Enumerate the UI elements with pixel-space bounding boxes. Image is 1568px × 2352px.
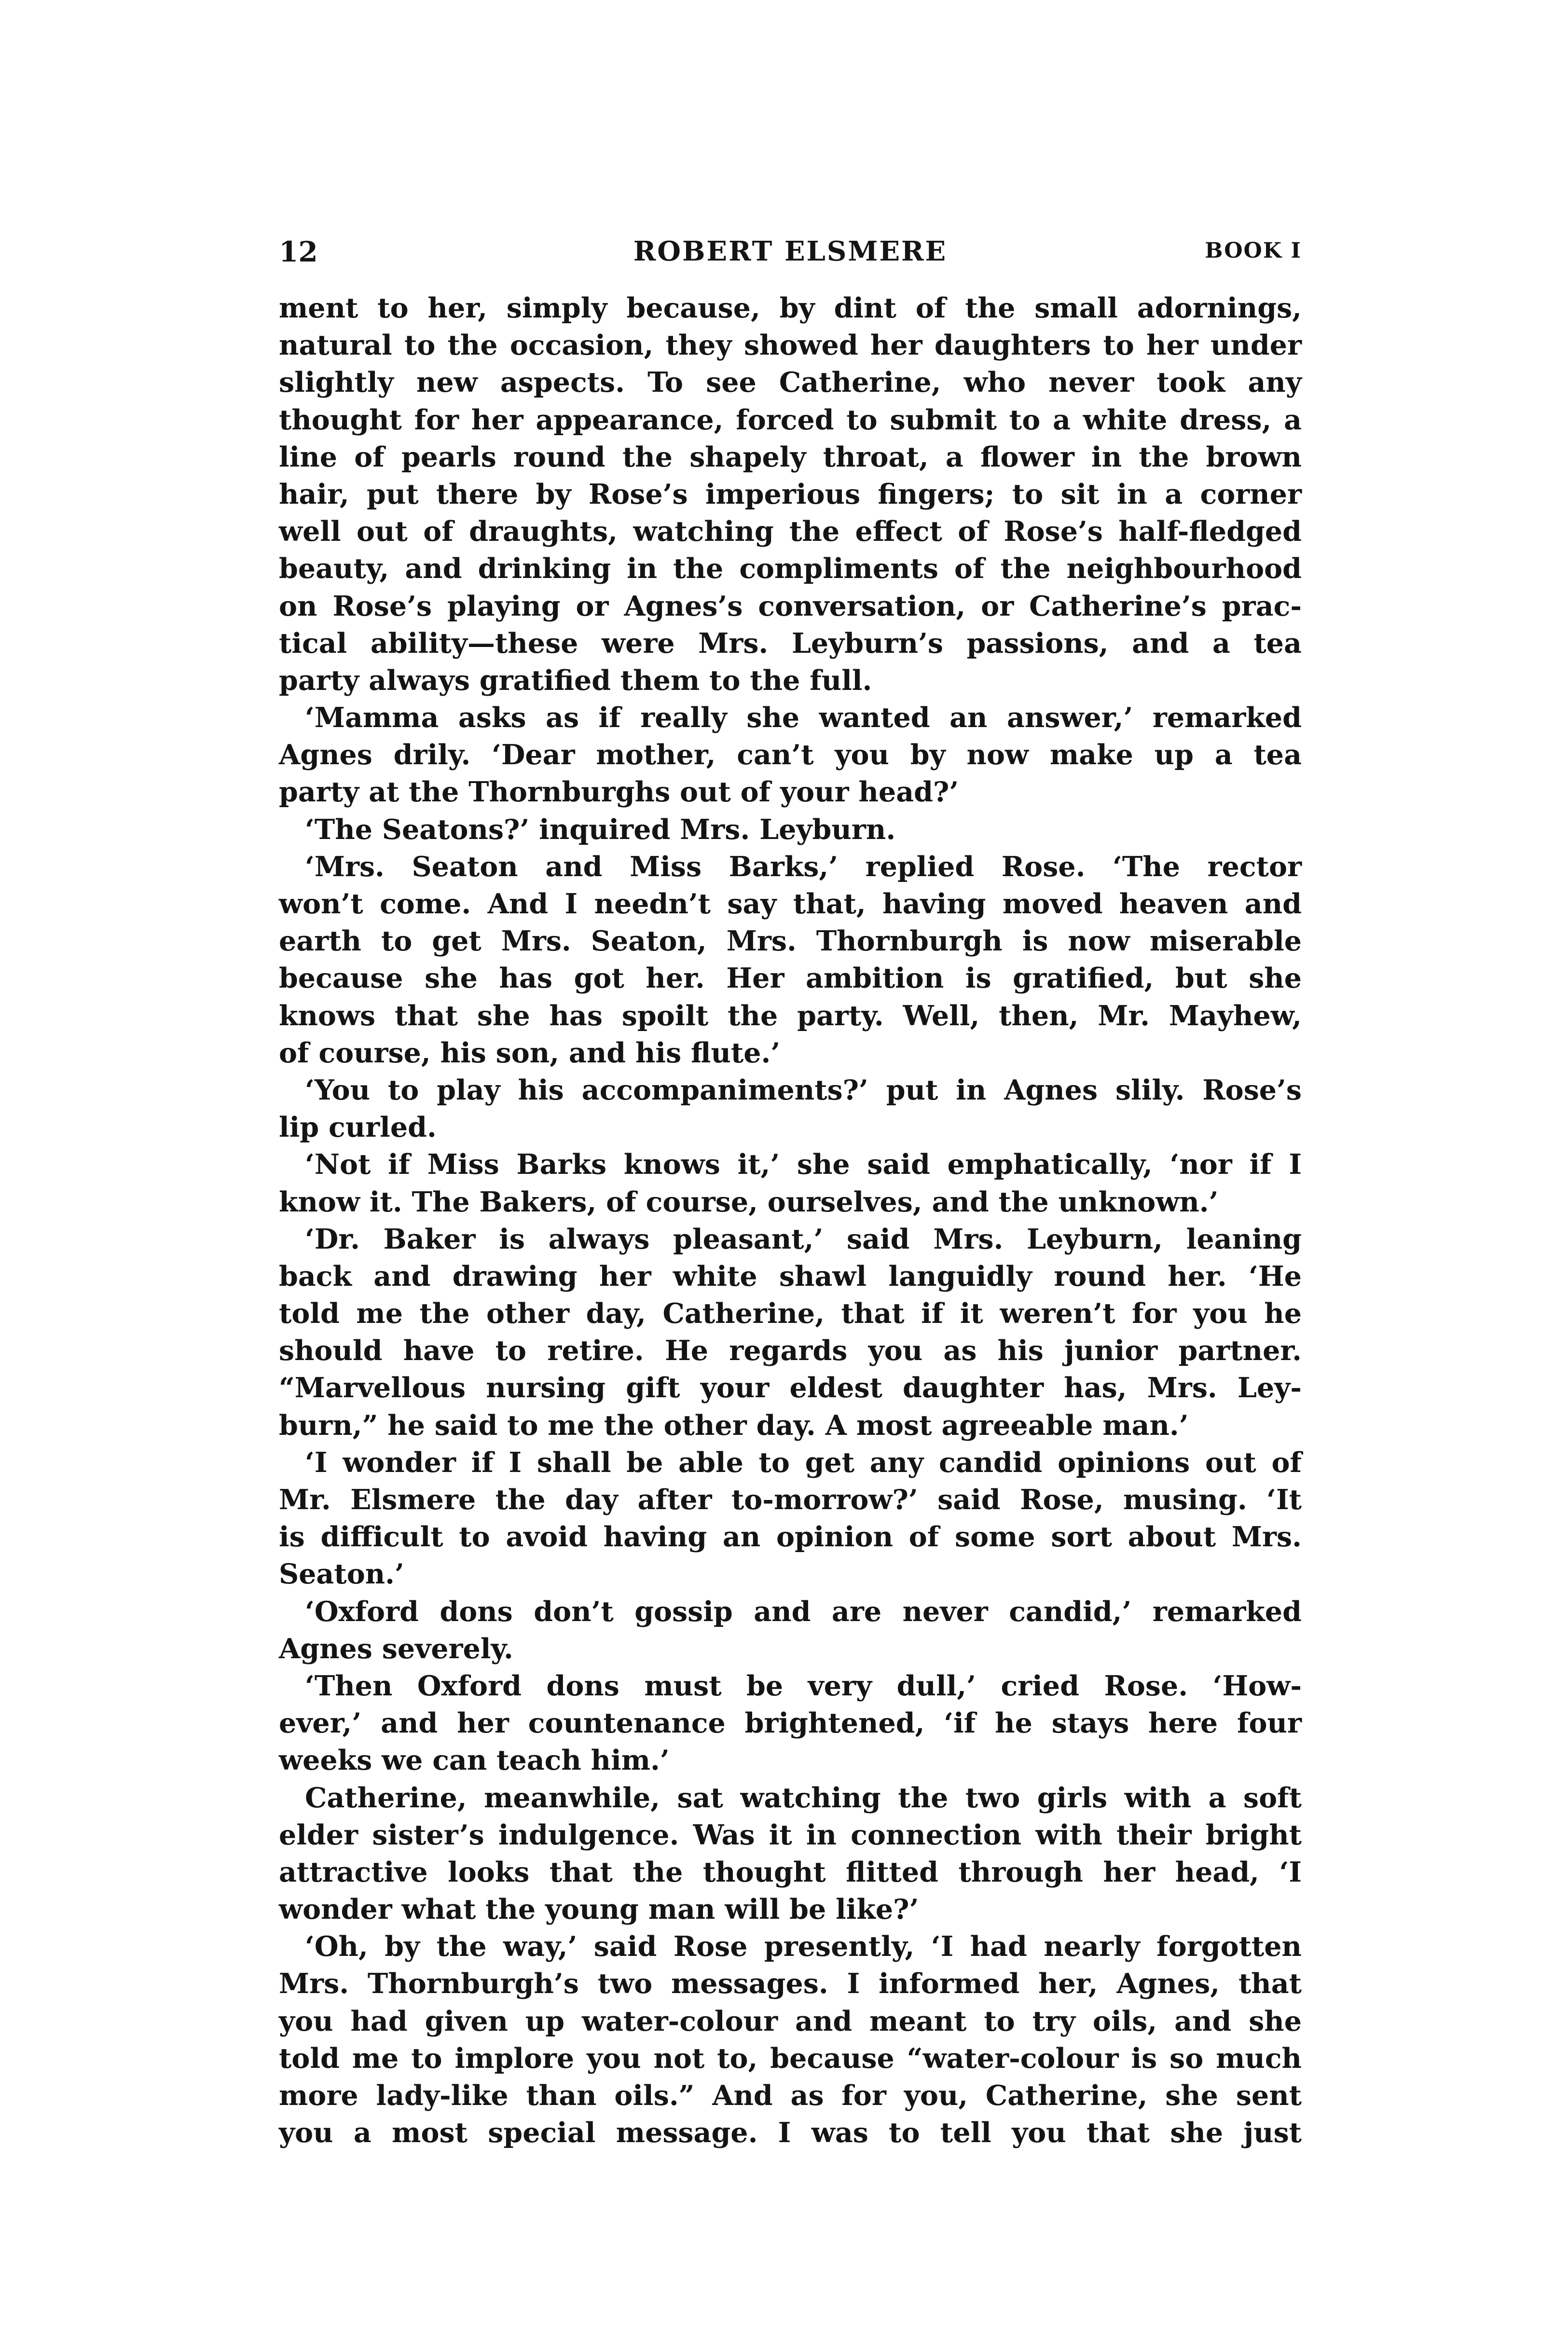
body-text — [279, 289, 1302, 2151]
text-line: ‘Mrs. Seaton and Miss Barks,’ replied Rose. ‘The rector — [305, 850, 1302, 883]
text-line: on Rose’s playing or Agnes’s conversation, or Catherine’s prac- — [279, 590, 1302, 622]
text-line: ‘I wonder if I shall be able to get any candid opinions out of — [305, 1446, 1302, 1479]
text-line: Mrs. Thornburgh’s two messages. I informed her, Agnes, that — [279, 1967, 1302, 2000]
text-line: more lady-like than oils.” And as for you, Catherine, she sent — [279, 2079, 1302, 2112]
text-line: natural to the occasion, they showed her daughters to her under — [279, 329, 1302, 362]
text-line: party always gratified them to the full. — [279, 664, 872, 697]
text-line: earth to get Mrs. Seaton, Mrs. Thornburgh is now miserable — [279, 925, 1302, 958]
text-line: burn,” he said to me the other day. A most agreeable man.’ — [279, 1409, 1189, 1442]
text-line: well out of draughts, watching the effect of Rose’s half-fledged — [279, 515, 1302, 548]
book-number: BOOK I — [1205, 238, 1302, 263]
text-line: ‘Not if Miss Barks knows it,’ she said emphatically, ‘nor if I — [305, 1148, 1302, 1181]
text-line: hair, put there by Rose’s imperious fingers; to sit in a corner — [279, 478, 1302, 510]
text-line: Catherine, meanwhile, sat watching the two girls with a soft — [305, 1781, 1302, 1814]
text-line: weeks we can teach him.’ — [279, 1744, 670, 1777]
text-line: ‘You to play his accompaniments?’ put in Agnes slily. Rose’s — [305, 1073, 1302, 1106]
text-line: ment to her, simply because, by dint of the small adornings, — [279, 292, 1302, 324]
text-line: ‘Then Oxford dons must be very dull,’ cried Rose. ‘How- — [305, 1669, 1302, 1702]
text-line: Mr. Elsmere the day after to-morrow?’ said Rose, musing. ‘It — [279, 1484, 1302, 1516]
page-number: 12 — [279, 235, 318, 268]
text-line: you had given up water-colour and meant to try oils, and she — [279, 2005, 1302, 2037]
text-line: slightly new aspects. To see Catherine, who never took any — [279, 366, 1302, 399]
text-line: elder sister’s indulgence. Was it in connection with their bright — [279, 1818, 1302, 1851]
text-line: know it. The Bakers, of course, ourselves, and the unknown.’ — [279, 1185, 1219, 1218]
text-line: wonder what the young man will be like?’ — [279, 1893, 919, 1926]
text-line: beauty, and drinking in the compliments of the neighbourhood — [279, 552, 1302, 585]
text-line: ‘Mamma asks as if really she wanted an answer,’ remarked — [305, 701, 1302, 734]
text-line: should have to retire. He regards you as his junior partner. — [279, 1334, 1302, 1367]
text-line: “Marvellous nursing gift your eldest daughter has, Mrs. Ley- — [279, 1372, 1302, 1404]
text-line: ‘The Seatons?’ inquired Mrs. Leyburn. — [305, 813, 896, 846]
text-line: Agnes severely. — [279, 1632, 513, 1665]
text-line: told me to implore you not to, because “water-colour is so much — [279, 2042, 1302, 2075]
text-line: Seaton.’ — [279, 1558, 404, 1591]
text-line: is difficult to avoid having an opinion of some sort about Mrs. — [279, 1521, 1302, 1554]
text-line: line of pearls round the shapely throat, a flower in the brown — [279, 440, 1302, 473]
text-line: attractive looks that the thought flitted through her head, ‘I — [279, 1856, 1302, 1888]
text-line: ‘Oh, by the way,’ said Rose presently, ‘I had nearly forgotten — [305, 1930, 1302, 1963]
running-head — [279, 235, 1302, 279]
text-line: thought for her appearance, forced to submit to a white dress, a — [279, 403, 1302, 436]
text-line: ‘Oxford dons don’t gossip and are never candid,’ remarked — [305, 1595, 1302, 1628]
text-line: of course, his son, and his flute.’ — [279, 1036, 781, 1069]
book-title: ROBERT ELSMERE — [633, 235, 948, 267]
text-line: Agnes drily. ‘Dear mother, can’t you by now make up a tea — [279, 739, 1302, 771]
text-line: you a most special message. I was to tell you that she just — [279, 2117, 1302, 2149]
text-line: won’t come. And I needn’t say that, having moved heaven and — [279, 888, 1302, 920]
text-line: knows that she has spoilt the party. Well, then, Mr. Mayhew, — [279, 999, 1302, 1032]
text-line: party at the Thornburghs out of your head?’ — [279, 776, 959, 809]
text-line: ‘Dr. Baker is always pleasant,’ said Mrs. Leyburn, leaning — [305, 1223, 1302, 1255]
text-line: ever,’ and her countenance brightened, ‘if he stays here four — [279, 1707, 1302, 1740]
text-line: lip curled. — [279, 1111, 437, 1144]
text-line: tical ability—these were Mrs. Leyburn’s passions, and a tea — [279, 627, 1302, 660]
text-line: back and drawing her white shawl languidly round her. ‘He — [279, 1260, 1302, 1293]
text-line: told me the other day, Catherine, that if it weren’t for you he — [279, 1297, 1302, 1330]
text-line: because she has got her. Her ambition is gratified, but she — [279, 962, 1302, 995]
